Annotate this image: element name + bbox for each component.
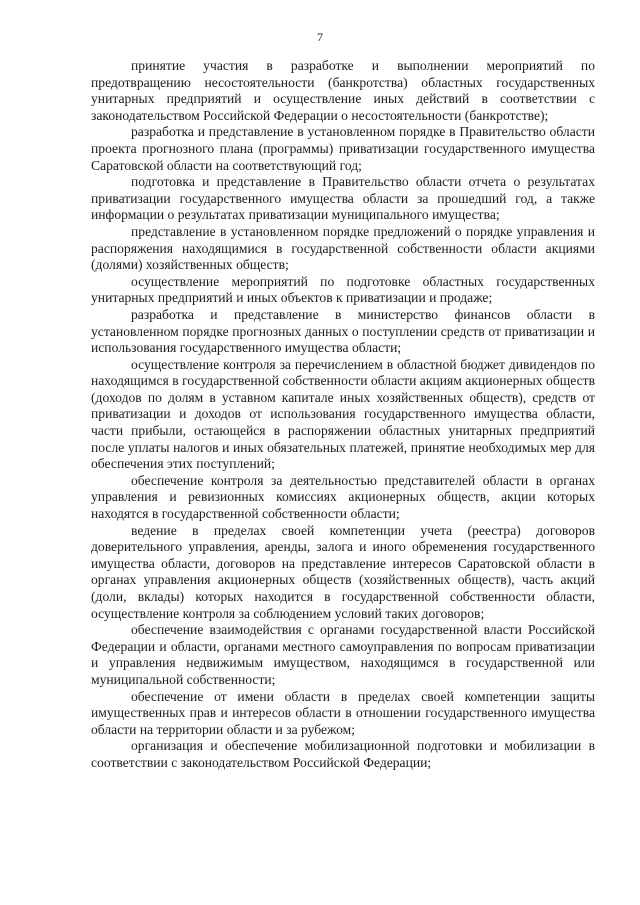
paragraph-authorities-interaction: обеспечение взаимодействия с органами государственной власти Российской Федерации и области, органами местного самоуправления по вопросам приватизации и управления недвижимым имуществом, находящимся в государственной или муниципальной собственности;: [91, 622, 595, 687]
paragraph-contracts-registry: ведение в пределах своей компетенции учета (реестра) договоров доверительного управления, аренды, залога и иного обременения государственного имущества области, договоров на представление интересов Саратовской области в органах управления акционерных обществ (хозяйственных обществ), часть акций (доли, вклады) которых находится в государственной собственности области, осуществление контроля за соблюдением условий таких договоров;: [91, 522, 595, 621]
paragraph-mobilization: организация и обеспечение мобилизационной подготовки и мобилизации в соответствии с законодательством Российской Федерации;: [91, 738, 595, 770]
paragraph-shares-management: представление в установленном порядке предложений о порядке управления и распоряжения находящимися в государственной собственности области акциями (долями) хозяйственных обществ;: [91, 223, 595, 273]
page-number: 7: [317, 30, 323, 44]
paragraph-bankruptcy-measures: принятие участия в разработке и выполнении мероприятий по предотвращению несостоятельности (банкротства) областных государственных унитарных предприятий и осуществление иных действий в соответствии с законодательством Российской Федерации о несостоятельности (банкротстве);: [91, 58, 595, 123]
paragraph-property-rights: обеспечение от имени области в пределах своей компетенции защиты имущественных прав и интересов области в отношении государственного имущества области на территории области и за рубежом;: [91, 688, 595, 737]
paragraph-privatization-plan: разработка и представление в установленном порядке в Правительство области проекта прогнозного плана (программы) приватизации государственного имущества Саратовской области на соответствующий год;: [91, 124, 595, 173]
paragraph-enterprise-preparation: осуществление мероприятий по подготовке областных государственных унитарных предприятий и иных объектов к приватизации и продаже;: [91, 273, 595, 306]
paragraph-privatization-report: подготовка и представление в Правительство области отчета о результатах приватизации государственного имущества области за прошедший год, а также информации о результатах приватизации муниципального имущества;: [91, 174, 595, 223]
paragraph-representatives-control: обеспечение контроля за деятельностью представителей области в органах управления и ревизионных комиссиях акционерных обществ, акции которых находятся в государственной собственности области;: [91, 472, 595, 522]
paragraph-forecast-data: разработка и представление в министерство финансов области в установленном порядке прогнозных данных о поступлении средств от приватизации и использования государственного имущества области;: [91, 306, 595, 356]
document-body: [91, 58, 595, 772]
paragraph-dividends-control: осуществление контроля за перечислением в областной бюджет дивидендов по находящимся в государственной собственности области акциям акционерных обществ (доходов по долям в уставном капитале иных хозяйственных обществ), средств от приватизации и доходов от использования государственного имущества области, части прибыли, остающейся в распоряжении областных унитарных предприятий после уплаты налогов и иных обязательных платежей, принятие необходимых мер для обеспечения этих поступлений;: [91, 356, 595, 472]
